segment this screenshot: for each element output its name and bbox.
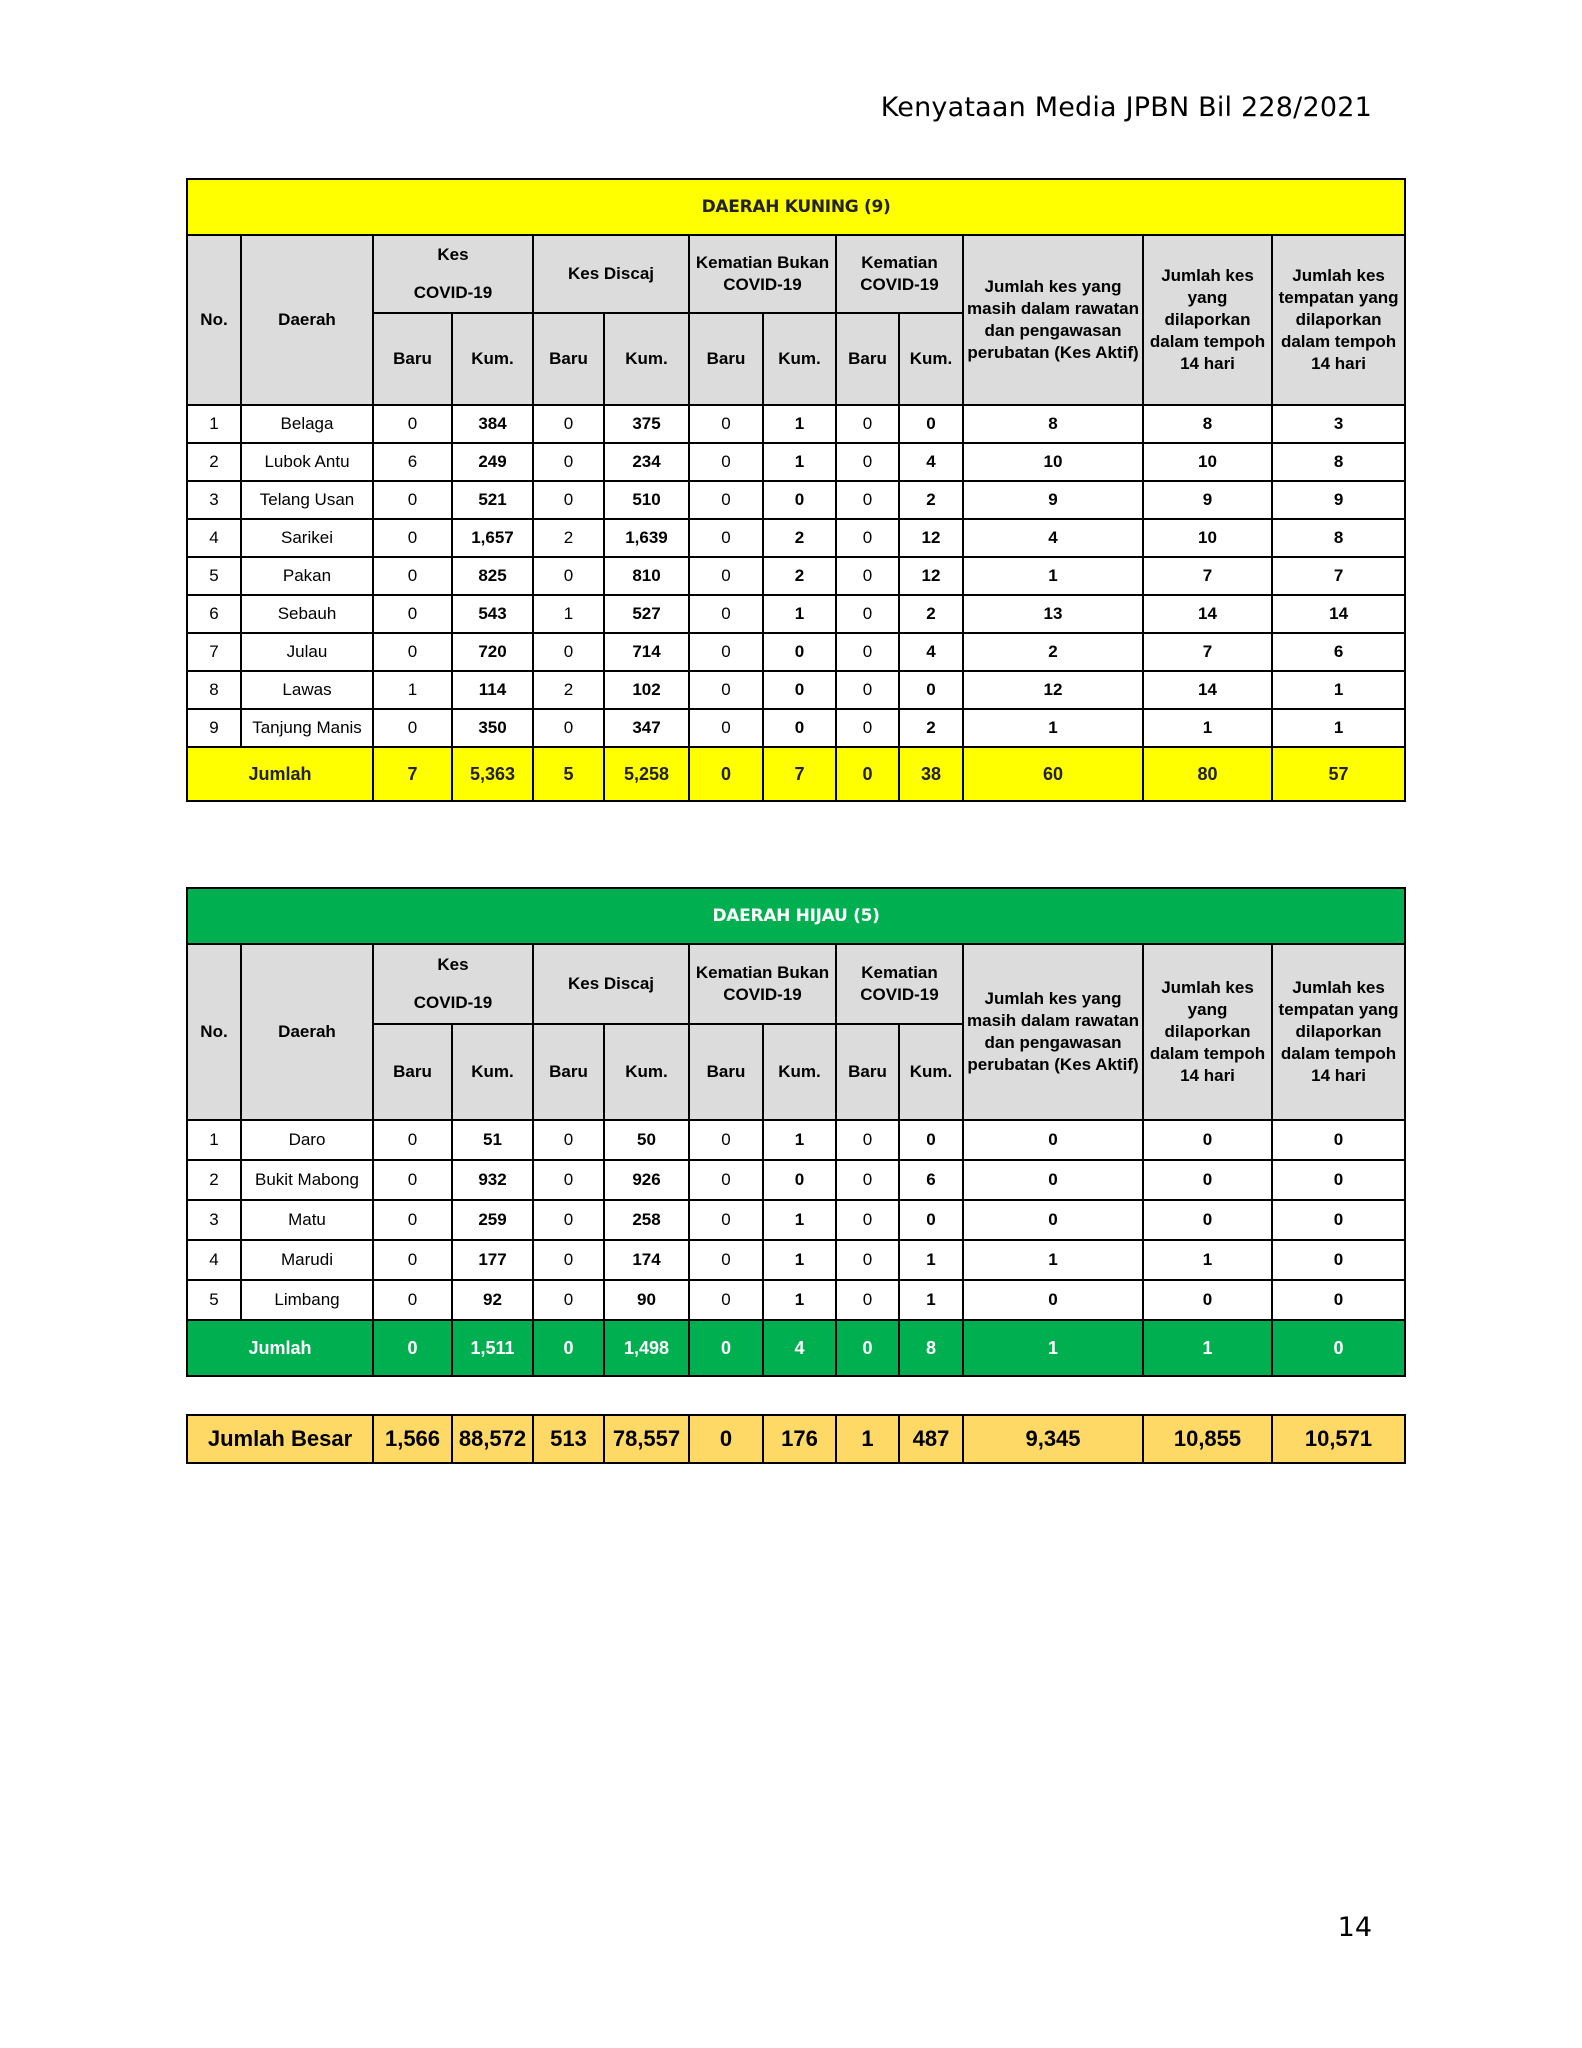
cell-kc-kum: 0 xyxy=(899,1120,963,1160)
cell-kc-kum: 0 xyxy=(899,405,963,443)
cell-dis-baru: 0 xyxy=(533,1280,604,1320)
table-row xyxy=(187,481,1405,519)
cell-kb-baru: 0 xyxy=(689,1160,763,1200)
total-cell: 1 xyxy=(963,1320,1143,1376)
sub-header-kum: Kum. xyxy=(899,1024,963,1120)
total-cell: 7 xyxy=(763,747,836,801)
cell-kc-baru: 0 xyxy=(836,1200,899,1240)
grand-total-cell: 10,855 xyxy=(1143,1415,1272,1463)
cell-kb-kum: 1 xyxy=(763,1280,836,1320)
cell-kes-kum: 1,657 xyxy=(452,519,533,557)
cell-kc-baru: 0 xyxy=(836,1160,899,1200)
sub-header-baru: Baru xyxy=(836,1024,899,1120)
total-cell: 0 xyxy=(689,747,763,801)
total-row xyxy=(187,747,1405,801)
sub-header-kum: Kum. xyxy=(604,313,689,405)
total-cell: 57 xyxy=(1272,747,1405,801)
cell-kc-kum: 0 xyxy=(899,671,963,709)
cell-dis-baru: 0 xyxy=(533,1200,604,1240)
cell-kc-kum: 0 xyxy=(899,1200,963,1240)
sub-header-kum: Kum. xyxy=(763,1024,836,1120)
col-header-tempatan-14: Jumlah kes tempatan yang dilaporkan dalam tempoh 14 hari xyxy=(1272,235,1405,405)
district-name: Julau xyxy=(241,633,373,671)
cell-aktif: 2 xyxy=(963,633,1143,671)
cell-kes-baru: 0 xyxy=(373,1240,452,1280)
cell-kb-kum: 1 xyxy=(763,443,836,481)
cell-dis-baru: 0 xyxy=(533,1120,604,1160)
cell-aktif: 0 xyxy=(963,1160,1143,1200)
cell-dis-baru: 0 xyxy=(533,1160,604,1200)
cell-aktif: 1 xyxy=(963,1240,1143,1280)
cell-kb-baru: 0 xyxy=(689,709,763,747)
col-header-discaj: Kes Discaj xyxy=(533,944,689,1024)
cell-kc-kum: 1 xyxy=(899,1280,963,1320)
cell-kb-kum: 0 xyxy=(763,633,836,671)
col-header-kes-aktif: Jumlah kes yang masih dalam rawatan dan pengawasan perubatan (Kes Aktif) xyxy=(963,235,1143,405)
cell-d14: 10 xyxy=(1143,443,1272,481)
cell-dis-kum: 527 xyxy=(604,595,689,633)
cell-t14: 3 xyxy=(1272,405,1405,443)
cell-kb-baru: 0 xyxy=(689,633,763,671)
cell-dis-baru: 0 xyxy=(533,405,604,443)
cell-kc-baru: 0 xyxy=(836,443,899,481)
cell-dis-kum: 90 xyxy=(604,1280,689,1320)
district-name: Lubok Antu xyxy=(241,443,373,481)
cell-kb-baru: 0 xyxy=(689,405,763,443)
cell-kb-kum: 0 xyxy=(763,709,836,747)
total-label: Jumlah xyxy=(187,1320,373,1376)
row-number: 6 xyxy=(187,595,241,633)
cell-kb-kum: 1 xyxy=(763,1200,836,1240)
cell-dis-kum: 714 xyxy=(604,633,689,671)
cell-dis-kum: 926 xyxy=(604,1160,689,1200)
sub-header-baru: Baru xyxy=(689,1024,763,1120)
cell-aktif: 9 xyxy=(963,481,1143,519)
cell-kb-baru: 0 xyxy=(689,443,763,481)
district-name: Marudi xyxy=(241,1240,373,1280)
cell-kc-baru: 0 xyxy=(836,709,899,747)
cell-dis-baru: 0 xyxy=(533,557,604,595)
cell-dis-kum: 174 xyxy=(604,1240,689,1280)
kuning-rows xyxy=(187,405,1405,747)
document-reference: Kenyataan Media JPBN Bil 228/2021 xyxy=(880,92,1372,123)
row-number: 3 xyxy=(187,481,241,519)
cell-d14: 1 xyxy=(1143,709,1272,747)
grand-total-cell: 513 xyxy=(533,1415,604,1463)
cell-t14: 9 xyxy=(1272,481,1405,519)
cell-t14: 7 xyxy=(1272,557,1405,595)
cell-kes-baru: 0 xyxy=(373,519,452,557)
district-name: Bukit Mabong xyxy=(241,1160,373,1200)
table-row xyxy=(187,1200,1405,1240)
grand-total-cell: 487 xyxy=(899,1415,963,1463)
grand-total-cell: 176 xyxy=(763,1415,836,1463)
cell-t14: 8 xyxy=(1272,519,1405,557)
total-cell: 38 xyxy=(899,747,963,801)
cell-kes-baru: 0 xyxy=(373,405,452,443)
col-header-daerah: Daerah xyxy=(241,235,373,405)
cell-kes-baru: 0 xyxy=(373,595,452,633)
row-number: 7 xyxy=(187,633,241,671)
sub-header-kum: Kum. xyxy=(763,313,836,405)
col-header-daerah: Daerah xyxy=(241,944,373,1120)
cell-aktif: 0 xyxy=(963,1280,1143,1320)
col-header-kematian-covid: Kematian COVID-19 xyxy=(836,235,963,313)
cell-kb-baru: 0 xyxy=(689,595,763,633)
col-header-no: No. xyxy=(187,235,241,405)
table-row xyxy=(187,671,1405,709)
cell-dis-baru: 2 xyxy=(533,671,604,709)
cell-kes-kum: 350 xyxy=(452,709,533,747)
cell-kb-kum: 2 xyxy=(763,519,836,557)
row-number: 9 xyxy=(187,709,241,747)
col-header-dilaporkan-14: Jumlah kes yang dilaporkan dalam tempoh 14 hari xyxy=(1143,235,1272,405)
cell-dis-baru: 0 xyxy=(533,481,604,519)
cell-dis-kum: 347 xyxy=(604,709,689,747)
district-name: Belaga xyxy=(241,405,373,443)
cell-dis-kum: 375 xyxy=(604,405,689,443)
cell-d14: 0 xyxy=(1143,1280,1272,1320)
cell-kb-kum: 0 xyxy=(763,671,836,709)
cell-kes-kum: 543 xyxy=(452,595,533,633)
cell-aktif: 0 xyxy=(963,1200,1143,1240)
col-header-tempatan-14: Jumlah kes tempatan yang dilaporkan dalam tempoh 14 hari xyxy=(1272,944,1405,1120)
row-number: 5 xyxy=(187,1280,241,1320)
total-cell: 0 xyxy=(373,1320,452,1376)
sub-header-baru: Baru xyxy=(373,313,452,405)
total-cell: 5,363 xyxy=(452,747,533,801)
grand-total-cell: 1 xyxy=(836,1415,899,1463)
cell-kes-kum: 51 xyxy=(452,1120,533,1160)
col-header-kematian-bukan: Kematian Bukan COVID-19 xyxy=(689,235,836,313)
cell-kc-kum: 12 xyxy=(899,557,963,595)
cell-dis-baru: 0 xyxy=(533,1240,604,1280)
total-cell: 5,258 xyxy=(604,747,689,801)
cell-kc-kum: 6 xyxy=(899,1160,963,1200)
district-name: Sebauh xyxy=(241,595,373,633)
cell-kb-baru: 0 xyxy=(689,1240,763,1280)
cell-kes-kum: 720 xyxy=(452,633,533,671)
total-cell: 0 xyxy=(533,1320,604,1376)
sub-header-baru: Baru xyxy=(836,313,899,405)
cell-kes-baru: 0 xyxy=(373,481,452,519)
cell-dis-baru: 1 xyxy=(533,595,604,633)
grand-total-table xyxy=(186,1414,1406,1464)
grand-total-row xyxy=(187,1415,1405,1463)
cell-kc-kum: 4 xyxy=(899,633,963,671)
cell-d14: 7 xyxy=(1143,557,1272,595)
cell-kc-baru: 0 xyxy=(836,595,899,633)
cell-kb-baru: 0 xyxy=(689,1200,763,1240)
total-cell: 80 xyxy=(1143,747,1272,801)
total-cell: 60 xyxy=(963,747,1143,801)
cell-t14: 0 xyxy=(1272,1240,1405,1280)
cell-kes-baru: 0 xyxy=(373,1160,452,1200)
cell-kb-baru: 0 xyxy=(689,519,763,557)
col-header-dilaporkan-14: Jumlah kes yang dilaporkan dalam tempoh 14 hari xyxy=(1143,944,1272,1120)
cell-t14: 1 xyxy=(1272,709,1405,747)
cell-dis-kum: 234 xyxy=(604,443,689,481)
grand-total-cell: 88,572 xyxy=(452,1415,533,1463)
total-cell: 1,498 xyxy=(604,1320,689,1376)
row-number: 3 xyxy=(187,1200,241,1240)
cell-kb-baru: 0 xyxy=(689,671,763,709)
cell-kb-baru: 0 xyxy=(689,557,763,595)
cell-dis-baru: 0 xyxy=(533,443,604,481)
district-name: Telang Usan xyxy=(241,481,373,519)
row-number: 4 xyxy=(187,1240,241,1280)
cell-aktif: 1 xyxy=(963,557,1143,595)
cell-kc-baru: 0 xyxy=(836,1280,899,1320)
cell-kes-kum: 384 xyxy=(452,405,533,443)
cell-t14: 0 xyxy=(1272,1200,1405,1240)
cell-dis-kum: 510 xyxy=(604,481,689,519)
cell-kc-kum: 12 xyxy=(899,519,963,557)
cell-t14: 0 xyxy=(1272,1160,1405,1200)
table-row xyxy=(187,405,1405,443)
col-header-kes-aktif: Jumlah kes yang masih dalam rawatan dan pengawasan perubatan (Kes Aktif) xyxy=(963,944,1143,1120)
grand-total-label: Jumlah Besar xyxy=(187,1415,373,1463)
cell-kc-kum: 4 xyxy=(899,443,963,481)
district-name: Lawas xyxy=(241,671,373,709)
row-number: 1 xyxy=(187,1120,241,1160)
sub-header-kum: Kum. xyxy=(604,1024,689,1120)
cell-kc-baru: 0 xyxy=(836,557,899,595)
cell-kc-kum: 1 xyxy=(899,1240,963,1280)
table-daerah-hijau xyxy=(186,887,1406,1377)
cell-kc-baru: 0 xyxy=(836,405,899,443)
table-row xyxy=(187,595,1405,633)
cell-kb-kum: 0 xyxy=(763,1160,836,1200)
cell-t14: 0 xyxy=(1272,1280,1405,1320)
cell-kc-baru: 0 xyxy=(836,633,899,671)
sub-header-baru: Baru xyxy=(373,1024,452,1120)
cell-aktif: 10 xyxy=(963,443,1143,481)
col-header-discaj: Kes Discaj xyxy=(533,235,689,313)
cell-dis-kum: 810 xyxy=(604,557,689,595)
cell-kb-kum: 0 xyxy=(763,481,836,519)
total-cell: 0 xyxy=(836,1320,899,1376)
cell-d14: 10 xyxy=(1143,519,1272,557)
cell-kes-kum: 92 xyxy=(452,1280,533,1320)
table-row xyxy=(187,557,1405,595)
sub-header-baru: Baru xyxy=(689,313,763,405)
cell-kes-kum: 259 xyxy=(452,1200,533,1240)
cell-kc-kum: 2 xyxy=(899,709,963,747)
col-header-no: No. xyxy=(187,944,241,1120)
cell-kc-baru: 0 xyxy=(836,1240,899,1280)
cell-kes-baru: 0 xyxy=(373,633,452,671)
cell-kc-kum: 2 xyxy=(899,595,963,633)
col-header-kematian-covid: Kematian COVID-19 xyxy=(836,944,963,1024)
total-cell: 5 xyxy=(533,747,604,801)
table-row xyxy=(187,1120,1405,1160)
cell-aktif: 1 xyxy=(963,709,1143,747)
district-name: Matu xyxy=(241,1200,373,1240)
cell-kb-kum: 1 xyxy=(763,1240,836,1280)
table-title: DAERAH HIJAU (5) xyxy=(187,888,1405,944)
cell-kb-baru: 0 xyxy=(689,1120,763,1160)
cell-kes-kum: 825 xyxy=(452,557,533,595)
grand-total-cell: 1,566 xyxy=(373,1415,452,1463)
cell-t14: 14 xyxy=(1272,595,1405,633)
cell-kes-kum: 177 xyxy=(452,1240,533,1280)
sub-header-kum: Kum. xyxy=(452,1024,533,1120)
total-cell: 1,511 xyxy=(452,1320,533,1376)
cell-kb-kum: 1 xyxy=(763,595,836,633)
cell-d14: 7 xyxy=(1143,633,1272,671)
cell-kc-kum: 2 xyxy=(899,481,963,519)
cell-dis-kum: 50 xyxy=(604,1120,689,1160)
sub-header-kum: Kum. xyxy=(452,313,533,405)
district-name: Daro xyxy=(241,1120,373,1160)
cell-kb-kum: 1 xyxy=(763,1120,836,1160)
cell-kb-baru: 0 xyxy=(689,1280,763,1320)
table-title: DAERAH KUNING (9) xyxy=(187,179,1405,235)
cell-t14: 1 xyxy=(1272,671,1405,709)
hijau-rows xyxy=(187,1120,1405,1320)
cell-d14: 0 xyxy=(1143,1200,1272,1240)
col-header-kes: Kes COVID-19 xyxy=(373,944,533,1024)
cell-kes-kum: 114 xyxy=(452,671,533,709)
table-row xyxy=(187,1280,1405,1320)
district-name: Pakan xyxy=(241,557,373,595)
cell-kes-kum: 521 xyxy=(452,481,533,519)
row-number: 2 xyxy=(187,1160,241,1200)
total-cell: 8 xyxy=(899,1320,963,1376)
cell-aktif: 0 xyxy=(963,1120,1143,1160)
cell-dis-baru: 2 xyxy=(533,519,604,557)
cell-t14: 0 xyxy=(1272,1120,1405,1160)
table-row xyxy=(187,443,1405,481)
cell-kc-baru: 0 xyxy=(836,671,899,709)
cell-dis-baru: 0 xyxy=(533,709,604,747)
total-cell: 4 xyxy=(763,1320,836,1376)
row-number: 1 xyxy=(187,405,241,443)
cell-dis-kum: 102 xyxy=(604,671,689,709)
cell-kes-baru: 0 xyxy=(373,1280,452,1320)
cell-aktif: 13 xyxy=(963,595,1143,633)
cell-d14: 0 xyxy=(1143,1120,1272,1160)
total-cell: 7 xyxy=(373,747,452,801)
cell-kes-kum: 249 xyxy=(452,443,533,481)
cell-aktif: 8 xyxy=(963,405,1143,443)
row-number: 2 xyxy=(187,443,241,481)
district-name: Tanjung Manis xyxy=(241,709,373,747)
cell-kes-baru: 0 xyxy=(373,1120,452,1160)
total-row xyxy=(187,1320,1405,1376)
sub-header-baru: Baru xyxy=(533,1024,604,1120)
cell-kb-baru: 0 xyxy=(689,481,763,519)
grand-total-cell: 9,345 xyxy=(963,1415,1143,1463)
cell-kc-baru: 0 xyxy=(836,1120,899,1160)
total-label: Jumlah xyxy=(187,747,373,801)
cell-aktif: 4 xyxy=(963,519,1143,557)
cell-kes-baru: 1 xyxy=(373,671,452,709)
total-cell: 0 xyxy=(836,747,899,801)
grand-total-cell: 10,571 xyxy=(1272,1415,1405,1463)
cell-kes-baru: 0 xyxy=(373,1200,452,1240)
total-cell: 1 xyxy=(1143,1320,1272,1376)
cell-t14: 6 xyxy=(1272,633,1405,671)
total-cell: 0 xyxy=(689,1320,763,1376)
district-name: Limbang xyxy=(241,1280,373,1320)
cell-d14: 14 xyxy=(1143,595,1272,633)
cell-kc-baru: 0 xyxy=(836,519,899,557)
cell-dis-kum: 258 xyxy=(604,1200,689,1240)
table-row xyxy=(187,633,1405,671)
cell-d14: 1 xyxy=(1143,1240,1272,1280)
cell-dis-kum: 1,639 xyxy=(604,519,689,557)
row-number: 5 xyxy=(187,557,241,595)
cell-kes-kum: 932 xyxy=(452,1160,533,1200)
row-number: 8 xyxy=(187,671,241,709)
cell-d14: 14 xyxy=(1143,671,1272,709)
cell-kb-kum: 1 xyxy=(763,405,836,443)
cell-d14: 0 xyxy=(1143,1160,1272,1200)
cell-kb-kum: 2 xyxy=(763,557,836,595)
cell-kc-baru: 0 xyxy=(836,481,899,519)
cell-d14: 8 xyxy=(1143,405,1272,443)
cell-kes-baru: 0 xyxy=(373,709,452,747)
cell-dis-baru: 0 xyxy=(533,633,604,671)
cell-kes-baru: 0 xyxy=(373,557,452,595)
page-number: 14 xyxy=(1337,1912,1372,1943)
total-cell: 0 xyxy=(1272,1320,1405,1376)
sub-header-kum: Kum. xyxy=(899,313,963,405)
col-header-kematian-bukan: Kematian Bukan COVID-19 xyxy=(689,944,836,1024)
district-name: Sarikei xyxy=(241,519,373,557)
table-row xyxy=(187,709,1405,747)
table-row xyxy=(187,1160,1405,1200)
grand-total-cell: 78,557 xyxy=(604,1415,689,1463)
grand-total-cell: 0 xyxy=(689,1415,763,1463)
row-number: 4 xyxy=(187,519,241,557)
cell-aktif: 12 xyxy=(963,671,1143,709)
table-row xyxy=(187,519,1405,557)
table-row xyxy=(187,1240,1405,1280)
cell-t14: 8 xyxy=(1272,443,1405,481)
sub-header-baru: Baru xyxy=(533,313,604,405)
cell-d14: 9 xyxy=(1143,481,1272,519)
col-header-kes: Kes COVID-19 xyxy=(373,235,533,313)
cell-kes-baru: 6 xyxy=(373,443,452,481)
table-daerah-kuning xyxy=(186,178,1406,802)
